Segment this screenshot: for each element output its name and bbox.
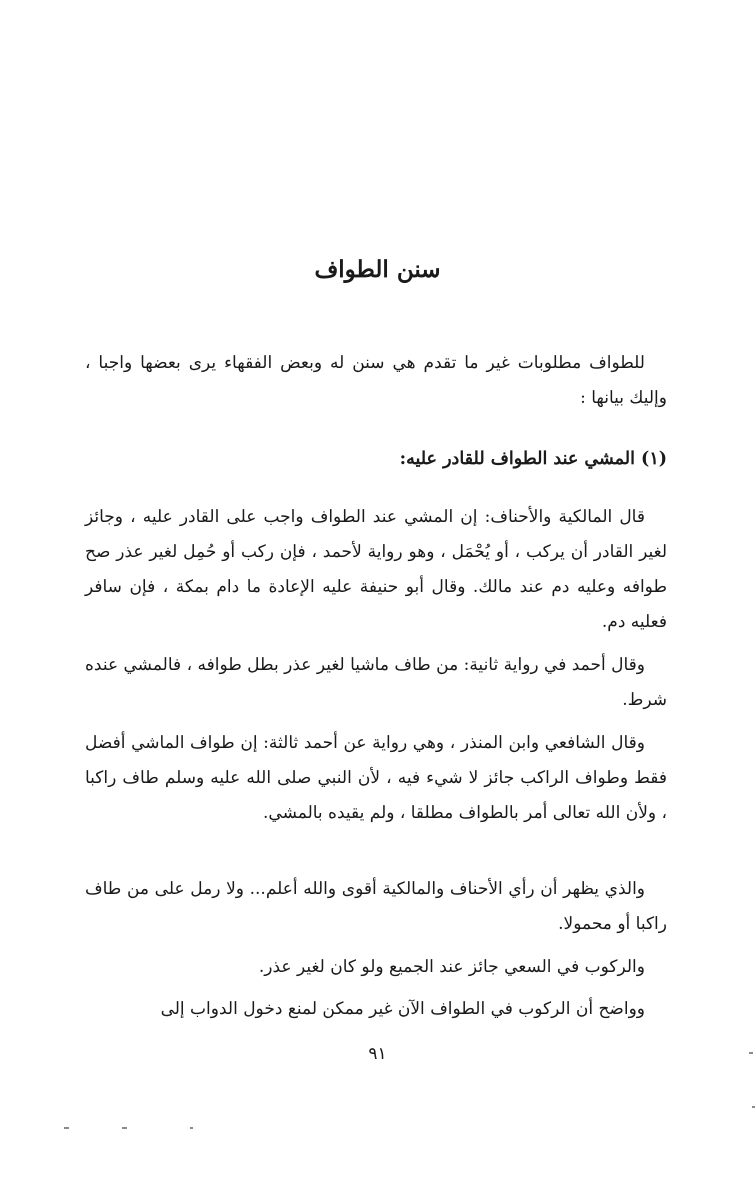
paragraph-shafii (85, 726, 667, 831)
page-title: سنن الطواف (314, 256, 441, 283)
paragraph-maliki-hanafi (85, 500, 667, 640)
scan-mark (749, 1052, 753, 1054)
section-heading (85, 442, 667, 477)
page-number: ٩١ (368, 1044, 387, 1064)
paragraph-riding-now (85, 992, 667, 1027)
paragraph-sai (85, 950, 667, 985)
paragraph-text: والذي يظهر أن رأي الأحناف والمالكية أقوى والله أعلم... ولا رمل على من طاف راكبا أو محمولا. (85, 879, 667, 934)
paragraph-ahmad-second (85, 648, 667, 718)
intro-paragraph (85, 346, 667, 416)
scan-mark (190, 1127, 193, 1129)
paragraph-text: وقال أحمد في رواية ثانية: من طاف ماشيا لغير عذر بطل طوافه ، فالمشي عنده شرط. (85, 655, 667, 710)
paragraph-text: وواضح أن الركوب في الطواف الآن غير ممكن لمنع دخول الدواب إلى (160, 999, 645, 1019)
paragraph-text: وقال الشافعي وابن المنذر ، وهي رواية عن أحمد ثالثة: إن طواف الماشي أفضل فقط وطواف الراكب جائز لا شيء فيه ، لأن النبي صلى الله عليه وسلم طاف راكبا ، ولأن الله تعالى أمر بالطواف مطلقا ، ولم يقيده بالمشي. (85, 733, 667, 823)
paragraph-text: والركوب في السعي جائز عند الجميع ولو كان لغير عذر. (258, 957, 645, 977)
scan-mark (122, 1127, 127, 1129)
paragraph-conclusion (85, 872, 667, 942)
section-heading-text: (١) المشي عند الطواف للقادر عليه: (399, 449, 667, 469)
intro-text: للطواف مطلوبات غير ما تقدم هي سنن له وبعض الفقهاء يرى بعضها واجبا ، وإليك بيانها : (85, 353, 667, 408)
paragraph-text: قال المالكية والأحناف: إن المشي عند الطواف واجب على القادر عليه ، وجائز لغير القادر أن يركب ، أو يُحْمَل ، وهو رواية لأحمد ، فإن ركب أو حُمِل لغير عذر صح طوافه وعليه دم عند مالك. وقال أبو حنيفة عليه الإعادة ما دام بمكة ، فإن سافر فعليه دم. (85, 507, 667, 632)
scan-mark (64, 1127, 69, 1129)
